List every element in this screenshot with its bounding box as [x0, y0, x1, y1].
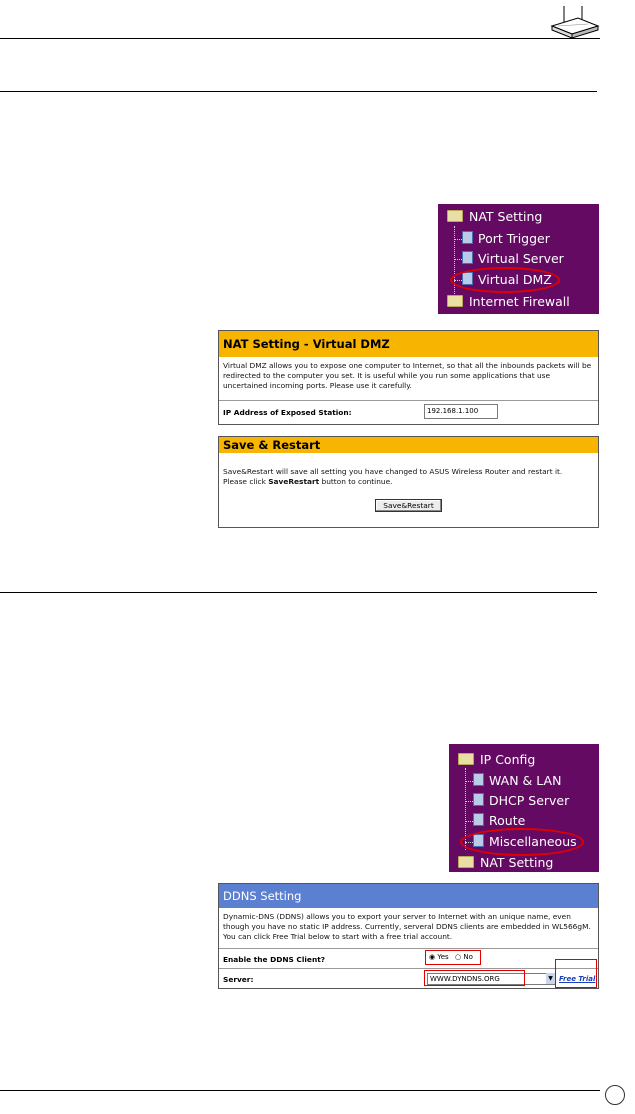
panel-description: Virtual DMZ allows you to expose one computer to Internet, so that all the inbounds packets will be redirected to the computer you set. It is useful while you run some applications that use uncertained incoming ports. Please use it carefully. [223, 361, 592, 390]
ip-address-label: IP Address of Exposed Station: [223, 408, 352, 417]
document-icon [473, 773, 484, 786]
radio-highlight-box [425, 950, 481, 965]
menu-item-dhcp-server[interactable]: DHCP Server [473, 793, 569, 808]
chevron-down-icon[interactable]: ▼ [546, 973, 555, 984]
folder-icon [447, 295, 463, 307]
folder-icon [458, 856, 474, 868]
server-highlight-box [424, 970, 525, 986]
menu-item-nat-setting[interactable]: NAT Setting [447, 209, 542, 224]
free-trial-highlight-box [555, 959, 597, 988]
radio-no[interactable]: ○ No [455, 953, 473, 961]
menu-item-virtual-server[interactable]: Virtual Server [462, 251, 564, 266]
document-icon [462, 251, 473, 264]
enable-ddns-label: Enable the DDNS Client? [223, 955, 326, 964]
footer-rule [0, 1090, 600, 1091]
section-rule-1 [0, 91, 597, 92]
server-row [219, 968, 598, 989]
folder-icon [447, 210, 463, 222]
header-rule [0, 38, 600, 39]
document-icon [462, 231, 473, 244]
folder-icon [458, 753, 474, 765]
menu-item-ip-config[interactable]: IP Config [458, 752, 535, 767]
panel-description: Save&Restart will save all setting you have changed to ASUS Wireless Router and restart it. Please click SaveRestart button to continue. [223, 467, 563, 486]
ip-address-input[interactable]: 192.168.1.100 [424, 404, 498, 419]
menu-item-route[interactable]: Route [473, 813, 525, 828]
ddns-setting-panel [218, 883, 599, 989]
free-trial-link[interactable]: Free Trial [559, 975, 596, 983]
panel-title: DDNS Setting [219, 884, 598, 908]
panel-title: NAT Setting - Virtual DMZ [219, 331, 598, 357]
ip-address-row [219, 400, 598, 425]
nat-menu [438, 204, 599, 314]
panel-description: Dynamic-DNS (DDNS) allows you to export your server to Internet with an unique name, even though you have no static IP address. Currently, serveral DDNS clients are embedded in WL566gM. You can click Free Trial below to start with a free trial account. [223, 912, 591, 941]
menu-item-internet-firewall[interactable]: Internet Firewall [447, 294, 570, 309]
highlight-ellipse [460, 828, 584, 856]
document-icon [473, 793, 484, 806]
menu-item-virtual-dmz[interactable]: Virtual DMZ [462, 272, 552, 287]
server-label: Server: [223, 975, 254, 984]
section-rule-2 [0, 592, 597, 593]
panel-title: Save & Restart [219, 437, 598, 453]
highlight-ellipse [450, 267, 560, 293]
menu-item-nat-setting[interactable]: NAT Setting [458, 855, 553, 870]
router-logo-icon [548, 4, 600, 40]
server-select[interactable]: WWW.DYNDNS.ORG ▼ [427, 973, 556, 985]
page-number-marker [605, 1085, 625, 1105]
virtual-dmz-panel [218, 330, 599, 425]
radio-yes[interactable]: ◉ Yes [429, 953, 449, 961]
document-icon [473, 813, 484, 826]
menu-item-port-trigger[interactable]: Port Trigger [462, 231, 550, 246]
enable-ddns-row [219, 948, 598, 969]
save-restart-button[interactable]: Save&Restart [375, 499, 442, 512]
menu-item-miscellaneous[interactable]: Miscellaneous [473, 834, 577, 849]
ip-config-menu [449, 744, 599, 872]
save-restart-panel [218, 436, 599, 528]
menu-item-wan-lan[interactable]: WAN & LAN [473, 773, 561, 788]
